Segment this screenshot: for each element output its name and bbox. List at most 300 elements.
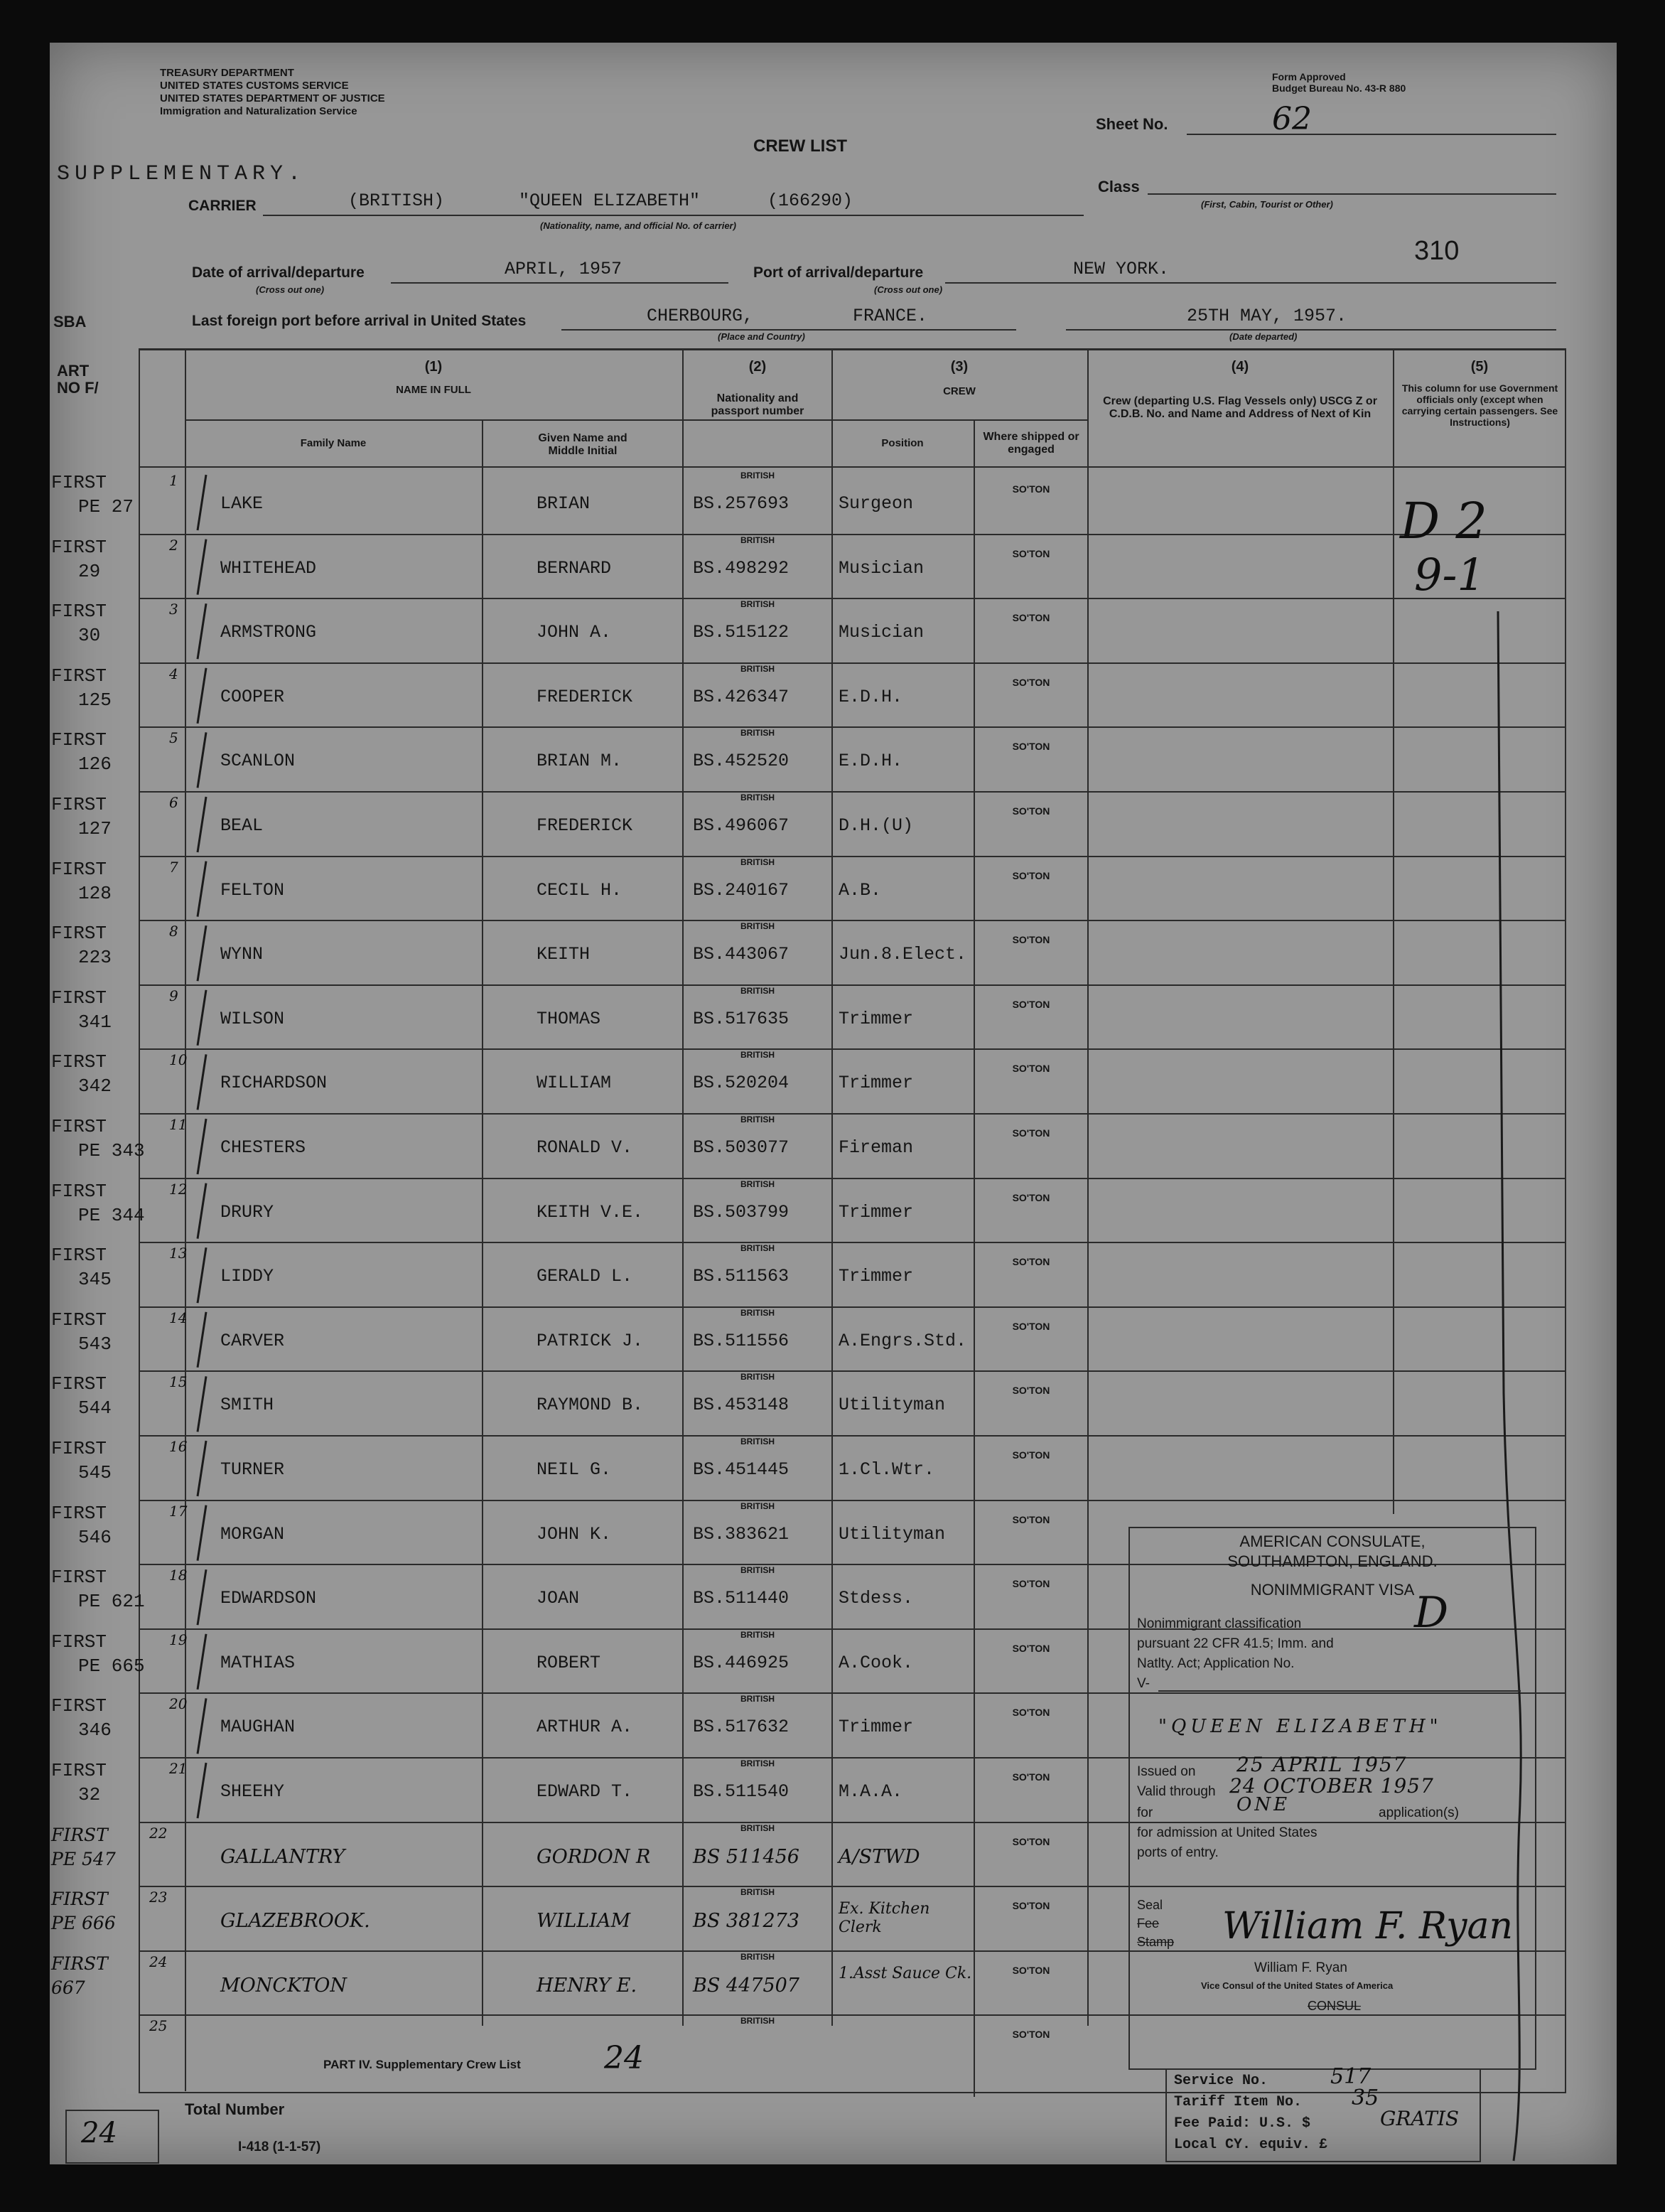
passport-number: BS 511456 — [693, 1845, 799, 1868]
where-shipped: SO'TON — [1012, 1964, 1050, 1976]
hline-header-bottom — [139, 466, 1565, 468]
visa-consul-title: Vice Consul of the United States of America — [1201, 1980, 1394, 1991]
position: Trimmer — [839, 1717, 914, 1738]
art-prefix: FIRST — [51, 1631, 107, 1653]
passport-number: BS.452520 — [693, 751, 790, 772]
sheet-label: Sheet No. — [1096, 115, 1168, 133]
supplementary-mark: SUPPLEMENTARY. — [57, 162, 306, 186]
nationality-label: BRITISH — [740, 1887, 775, 1898]
row-number: 24 — [149, 1953, 168, 1970]
col5-number: (5) — [1470, 359, 1489, 375]
passport-number: BS.426347 — [693, 686, 790, 707]
col4-number: (4) — [1231, 359, 1249, 375]
where-shipped: SO'TON — [1012, 1063, 1050, 1075]
tick-mark — [198, 1569, 206, 1625]
tick-mark — [198, 1634, 206, 1690]
nationality-label: BRITISH — [740, 1437, 775, 1446]
fee-stamp — [1165, 2064, 1481, 2162]
agency-customs: UNITED STATES CUSTOMS SERVICE — [160, 80, 349, 92]
last-port-hint: (Place and Country) — [718, 331, 805, 342]
last-port-label: Last foreign port before arrival in United States — [192, 313, 527, 329]
visa-pursuant: pursuant 22 CFR 41.5; Imm. and — [1137, 1636, 1334, 1651]
row-divider — [139, 1306, 1565, 1308]
row-number: 1 — [169, 472, 178, 489]
agency-justice: UNITED STATES DEPARTMENT OF JUSTICE — [160, 92, 385, 104]
tick-mark — [198, 1763, 206, 1818]
where-shipped: SO'TON — [1012, 1771, 1050, 1783]
row-number: 5 — [169, 729, 178, 747]
visa-admission-1: for admission at United States — [1137, 1825, 1318, 1840]
row-number: 18 — [169, 1567, 188, 1584]
family-name: EDWARDSON — [220, 1588, 317, 1609]
art-number: 223 — [78, 947, 112, 969]
given-name: KEITH — [537, 944, 591, 965]
carrier-hint: (Nationality, name, and official No. of carrier) — [540, 220, 736, 231]
position: Musician — [839, 557, 925, 579]
row-number: 11 — [169, 1116, 188, 1133]
given-name: ARTHUR A. — [537, 1717, 633, 1738]
row-number: 3 — [169, 601, 178, 618]
sheet-number: 62 — [1272, 101, 1312, 137]
row-number: 14 — [169, 1309, 188, 1326]
position: A.Engrs.Std. — [839, 1330, 967, 1351]
tick-mark — [198, 539, 206, 595]
visa-issued-label: Issued on — [1137, 1764, 1196, 1779]
passport-number: BS.503799 — [693, 1201, 790, 1223]
art-prefix: FIRST — [51, 536, 107, 558]
visa-valid-value: 24 OCTOBER 1957 — [1229, 1774, 1434, 1798]
family-name: ARMSTRONG — [220, 622, 317, 643]
family-name: GLAZEBROOK. — [220, 1910, 370, 1933]
position: A/STWD — [839, 1845, 920, 1868]
form-number: I-418 (1-1-57) — [238, 2139, 321, 2154]
given-name: GERALD L. — [537, 1266, 633, 1287]
tick-mark — [198, 1698, 206, 1754]
nationality-label: BRITISH — [740, 1694, 775, 1704]
art-prefix: FIRST — [51, 923, 107, 945]
family-name: TURNER — [220, 1459, 285, 1480]
row-divider — [139, 534, 1565, 535]
row-number: 20 — [169, 1695, 188, 1713]
given-name: BRIAN M. — [537, 751, 623, 772]
art-prefix: FIRST — [51, 1180, 107, 1202]
agency-ins: Immigration and Naturalization Service — [160, 105, 357, 117]
position: Stdess. — [839, 1588, 914, 1609]
nationality-label: BRITISH — [740, 1243, 775, 1254]
where-shipped: SO'TON — [1012, 1642, 1050, 1654]
row-number: 17 — [169, 1502, 188, 1520]
nationality-label: BRITISH — [740, 1307, 775, 1318]
given-name: CECIL H. — [537, 879, 623, 901]
given-name: BERNARD — [537, 557, 612, 579]
crew-header: CREW — [943, 385, 976, 397]
row-divider — [139, 1178, 1565, 1179]
where-shipped: SO'TON — [1012, 1127, 1050, 1139]
art-prefix: FIRST — [51, 1953, 108, 1974]
passport-number: BS.517635 — [693, 1008, 790, 1029]
row-number: 22 — [149, 1824, 168, 1842]
row-number: 4 — [169, 665, 178, 682]
hline-crew-sub — [831, 419, 1087, 421]
position: Musician — [839, 622, 925, 643]
where-shipped: SO'TON — [1012, 741, 1050, 753]
art-number: PE 665 — [78, 1655, 145, 1677]
class-line — [1148, 193, 1556, 195]
row-number: 13 — [169, 1245, 188, 1262]
family-name-header: Family Name — [300, 437, 367, 449]
family-name: WHITEHEAD — [220, 557, 317, 579]
agency-treasury: TREASURY DEPARTMENT — [160, 67, 294, 79]
given-name: RAYMOND B. — [537, 1395, 644, 1416]
passport-number: BS.515122 — [693, 622, 790, 643]
last-port-line — [561, 329, 1016, 331]
nationality-label: BRITISH — [740, 599, 775, 610]
fee-paid-value: GRATIS — [1380, 2107, 1460, 2130]
family-name: RICHARDSON — [220, 1073, 328, 1094]
passport-number: BS.240167 — [693, 879, 790, 901]
tick-mark — [198, 1505, 206, 1561]
fee-service-value: 517 — [1330, 2064, 1372, 2089]
where-shipped: SO'TON — [1012, 676, 1050, 688]
class-hint: (First, Cabin, Tourist or Other) — [1201, 199, 1333, 210]
passport-number: BS.517632 — [693, 1717, 790, 1738]
nationality-label: BRITISH — [740, 1050, 775, 1061]
row-number: 16 — [169, 1438, 188, 1455]
tick-mark — [198, 668, 206, 724]
part-iv-label: PART IV. Supplementary Crew List — [323, 2058, 521, 2071]
col3-number: (3) — [950, 359, 969, 375]
nationality-label: BRITISH — [740, 471, 775, 480]
art-number: 341 — [78, 1011, 112, 1033]
last-port-country: FRANCE. — [853, 306, 928, 326]
tick-mark — [198, 732, 206, 788]
where-shipped: SO'TON — [1012, 1707, 1050, 1719]
given-name: THOMAS — [537, 1008, 601, 1029]
visa-stamp — [1128, 1527, 1536, 2070]
nationality-label: BRITISH — [740, 1372, 775, 1382]
passport-number: BS.453148 — [693, 1395, 790, 1416]
position: Trimmer — [839, 1201, 914, 1223]
row-divider — [139, 984, 1565, 986]
hline-name-sub — [185, 419, 831, 421]
art-prefix: FIRST — [51, 1760, 107, 1781]
passport-number: BS.503077 — [693, 1137, 790, 1158]
total-value: 24 — [81, 2117, 117, 2149]
passport-number: BS.257693 — [693, 493, 790, 514]
nationality-label: BRITISH — [740, 728, 775, 739]
col2-number: (2) — [748, 359, 767, 375]
position: D.H.(U) — [839, 815, 914, 836]
art-number: 125 — [78, 689, 112, 711]
tick-mark — [198, 925, 206, 981]
carrier-label: CARRIER — [188, 198, 257, 214]
family-name: CHESTERS — [220, 1137, 306, 1158]
nationality-label: BRITISH — [740, 793, 775, 802]
passport-number: BS.451445 — [693, 1459, 790, 1480]
position: Jun.8.Elect. — [839, 944, 967, 965]
given-name: FREDERICK — [537, 686, 633, 707]
budget-bureau: Budget Bureau No. 43-R 880 — [1272, 82, 1406, 94]
row-divider — [139, 726, 1565, 728]
position: Utilityman — [839, 1523, 946, 1545]
given-name: EDWARD T. — [537, 1781, 633, 1802]
visa-southampton: SOUTHAMPTON, ENGLAND. — [1227, 1552, 1438, 1570]
row-divider — [139, 1370, 1565, 1372]
passport-number: BS.383621 — [693, 1523, 790, 1545]
nationality-label: BRITISH — [740, 1115, 775, 1124]
fee-paid-label: Fee Paid: U.S. $ — [1174, 2115, 1311, 2132]
port-cross-out: (Cross out one) — [874, 284, 943, 295]
family-name: LIDDY — [220, 1266, 274, 1287]
fee-tariff-label: Tariff Item No. — [1174, 2094, 1303, 2110]
row-divider — [139, 791, 1565, 793]
nationality-label: BRITISH — [740, 1565, 775, 1576]
row-number: 2 — [169, 536, 178, 554]
visa-for-value: ONE — [1236, 1794, 1290, 1815]
family-name: WYNN — [220, 944, 264, 965]
given-name: GORDON R — [537, 1845, 651, 1868]
name-in-full: NAME IN FULL — [396, 384, 471, 396]
nationality-label: BRITISH — [740, 1629, 775, 1640]
row-divider — [139, 1113, 1565, 1115]
art-prefix: FIRST — [51, 601, 107, 623]
art-prefix: FIRST — [51, 1502, 107, 1524]
visa-admission-2: ports of entry. — [1137, 1845, 1219, 1860]
position: 1.Asst Sauce Ck. — [839, 1964, 972, 1982]
row-number: 21 — [169, 1760, 188, 1777]
tick-mark — [198, 1312, 206, 1368]
art-prefix: FIRST — [51, 1116, 107, 1137]
passport-number: BS.496067 — [693, 815, 790, 836]
passport-number: BS.498292 — [693, 557, 790, 579]
art-number: PE 621 — [78, 1591, 145, 1613]
nationality-label: BRITISH — [740, 1179, 775, 1189]
given-name: PATRICK J. — [537, 1330, 644, 1351]
family-name: SHEEHY — [220, 1781, 285, 1802]
date-value: APRIL, 1957 — [505, 259, 623, 279]
art-prefix: FIRST — [51, 1245, 107, 1267]
crew-departing-header: Crew (departing U.S. Flag Vessels only) USCG Z or C.D.B. No. and Name and Address of Next of Kin — [1103, 395, 1377, 421]
position: Trimmer — [839, 1008, 914, 1029]
art-number: 126 — [78, 753, 112, 775]
form-approval — [1272, 71, 1406, 94]
given-name: WILLIAM — [537, 1910, 631, 1933]
col5-mark-d2: D 2 — [1400, 492, 1487, 550]
col-line-shipped — [1087, 348, 1089, 2026]
given-name: JOAN — [537, 1588, 580, 1609]
carrier-name: "QUEEN ELIZABETH" — [519, 190, 701, 211]
visa-v-line — [1158, 1690, 1521, 1692]
port-value: NEW YORK. — [1073, 259, 1170, 279]
where-shipped: SO'TON — [1012, 1449, 1050, 1461]
family-name: COOPER — [220, 686, 285, 707]
position: Utilityman — [839, 1395, 946, 1416]
art-number: PE 547 — [51, 1848, 116, 1869]
art-number: 30 — [78, 625, 101, 647]
given-name: ROBERT — [537, 1652, 601, 1673]
art-number: 32 — [78, 1784, 101, 1805]
art-prefix: FIRST — [51, 1695, 107, 1717]
visa-consul: CONSUL — [1308, 1999, 1362, 2013]
total-number-label: Total Number — [185, 2100, 285, 2118]
sheet-line — [1187, 134, 1556, 135]
visa-v: V- — [1137, 1676, 1150, 1691]
art-prefix: FIRST — [51, 1309, 107, 1331]
page-title: CREW LIST — [753, 136, 847, 156]
nationality-label: BRITISH — [740, 857, 775, 867]
row-divider — [139, 856, 1565, 857]
passport-number: BS 447507 — [693, 1974, 799, 1997]
date-departed: 25TH MAY, 1957. — [1187, 306, 1347, 326]
visa-stamp-label: Stamp — [1137, 1935, 1175, 1949]
date-label: Date of arrival/departure — [192, 264, 365, 281]
visa-issued-value: 25 APRIL 1957 — [1236, 1753, 1408, 1776]
art-prefix: FIRST — [51, 1889, 108, 1910]
family-name: MONCKTON — [220, 1974, 347, 1997]
tick-mark — [198, 861, 206, 917]
art-no-header: ART NO F/ — [57, 362, 99, 397]
where-shipped: SO'TON — [1012, 805, 1050, 817]
visa-nonimmigrant: NONIMMIGRANT VISA — [1250, 1581, 1415, 1599]
position: Surgeon — [839, 493, 914, 514]
row-number: 25 — [149, 2017, 168, 2035]
family-name: LAKE — [220, 493, 264, 514]
passport-number: BS 381273 — [693, 1910, 799, 1933]
row-number: 7 — [169, 858, 178, 876]
date-cross-out: (Cross out one) — [256, 284, 325, 295]
art-number: 545 — [78, 1462, 112, 1483]
position: Trimmer — [839, 1073, 914, 1094]
nationality-label: BRITISH — [740, 921, 775, 932]
tick-mark — [198, 603, 206, 659]
row-divider — [139, 662, 1565, 664]
where-shipped: SO'TON — [1012, 1256, 1050, 1268]
col1-number: (1) — [424, 359, 443, 375]
art-prefix: FIRST — [51, 1438, 107, 1459]
position: A.B. — [839, 879, 882, 901]
visa-for-label: for — [1137, 1805, 1153, 1820]
visa-consul-name: William F. Ryan — [1254, 1960, 1347, 1975]
art-number: 345 — [78, 1269, 112, 1291]
row-divider — [139, 920, 1565, 921]
family-name: BEAL — [220, 815, 264, 836]
crew-list-document — [50, 43, 1617, 2164]
where-shipped: SO'TON — [1012, 1835, 1050, 1847]
visa-signature: William F. Ryan — [1222, 1905, 1514, 1948]
tick-mark — [198, 1054, 206, 1110]
art-number: PE 344 — [78, 1204, 145, 1226]
given-name: NEIL G. — [537, 1459, 612, 1480]
where-shipped: SO'TON — [1012, 547, 1050, 559]
family-name: WILSON — [220, 1008, 285, 1029]
agency-block — [160, 67, 385, 118]
row-divider — [139, 1435, 1565, 1437]
nationality-label: BRITISH — [740, 985, 775, 996]
family-name: CARVER — [220, 1330, 285, 1351]
passport-number: BS.511540 — [693, 1781, 790, 1802]
govt-column-header: This column for use Government officials only (except when carrying certain passengers. See Instructions) — [1401, 382, 1558, 428]
row-number: 8 — [169, 923, 178, 940]
col-line-family — [482, 419, 483, 2026]
nationality-label: BRITISH — [740, 1822, 775, 1833]
visa-valid-label: Valid through — [1137, 1784, 1216, 1799]
tick-mark — [198, 1441, 206, 1496]
port-line — [945, 282, 1556, 284]
family-name: SCANLON — [220, 751, 296, 772]
art-number: PE 27 — [78, 496, 134, 517]
given-name: KEITH V.E. — [537, 1201, 644, 1223]
position: Trimmer — [839, 1266, 914, 1287]
fee-service-label: Service No. — [1174, 2073, 1268, 2089]
where-shipped: SO'TON — [1012, 1191, 1050, 1203]
where-shipped-header: Where shipped or engaged — [983, 431, 1079, 456]
tick-mark — [198, 1247, 206, 1303]
visa-fee: Fee — [1137, 1916, 1160, 1931]
where-shipped: SO'TON — [1012, 2029, 1050, 2041]
art-number: 346 — [78, 1719, 112, 1741]
nationality-label: BRITISH — [740, 663, 775, 674]
row-tick-marks — [178, 469, 235, 2104]
nationality-label: BRITISH — [740, 1500, 775, 1511]
port-label: Port of arrival/departure — [753, 264, 924, 281]
given-name: JOHN K. — [537, 1523, 612, 1545]
visa-classification-label: Nonimmigrant classification — [1137, 1616, 1302, 1631]
col5-mark-9-1: 9-1 — [1414, 549, 1485, 601]
where-shipped: SO'TON — [1012, 1900, 1050, 1912]
passport-number: BS.520204 — [693, 1073, 790, 1094]
row-divider — [139, 1048, 1565, 1050]
where-shipped: SO'TON — [1012, 1513, 1050, 1525]
art-number: 342 — [78, 1075, 112, 1097]
passport-number: BS.446925 — [693, 1652, 790, 1673]
given-name: BRIAN — [537, 493, 591, 514]
part-iv-value: 24 — [604, 2040, 644, 2076]
col-line-nationality — [831, 348, 833, 2026]
art-prefix: FIRST — [51, 858, 107, 880]
art-number: 543 — [78, 1333, 112, 1355]
family-name: MAUGHAN — [220, 1717, 296, 1738]
tick-mark — [198, 1119, 206, 1174]
tick-mark — [198, 475, 206, 530]
art-number: 544 — [78, 1397, 112, 1419]
art-number: 667 — [51, 1977, 85, 1998]
position-header: Position — [881, 437, 924, 449]
where-shipped: SO'TON — [1012, 869, 1050, 881]
position: E.D.H. — [839, 686, 903, 707]
date-departed-line — [1066, 329, 1556, 331]
visa-natlty: Natlty. Act; Application No. — [1137, 1656, 1295, 1671]
art-prefix: FIRST — [51, 1824, 108, 1845]
class-label: Class — [1098, 178, 1140, 195]
passport-number: BS.511556 — [693, 1330, 790, 1351]
position: M.A.A. — [839, 1781, 903, 1802]
date-line — [391, 282, 728, 284]
nationality-label: BRITISH — [740, 535, 775, 545]
where-shipped: SO'TON — [1012, 1385, 1050, 1397]
where-shipped: SO'TON — [1012, 998, 1050, 1010]
family-name: SMITH — [220, 1395, 274, 1416]
art-number: PE 666 — [51, 1913, 116, 1934]
visa-vessel: "QUEEN ELIZABETH" — [1158, 1716, 1443, 1737]
last-port-city: CHERBOURG, — [647, 306, 754, 326]
passport-number: BS.511440 — [693, 1588, 790, 1609]
row-number: 23 — [149, 1889, 168, 1906]
family-name: MORGAN — [220, 1523, 285, 1545]
position: A.Cook. — [839, 1652, 914, 1673]
row-divider — [139, 1500, 1565, 1501]
art-prefix: FIRST — [51, 1567, 107, 1589]
row-number: 9 — [169, 987, 178, 1004]
